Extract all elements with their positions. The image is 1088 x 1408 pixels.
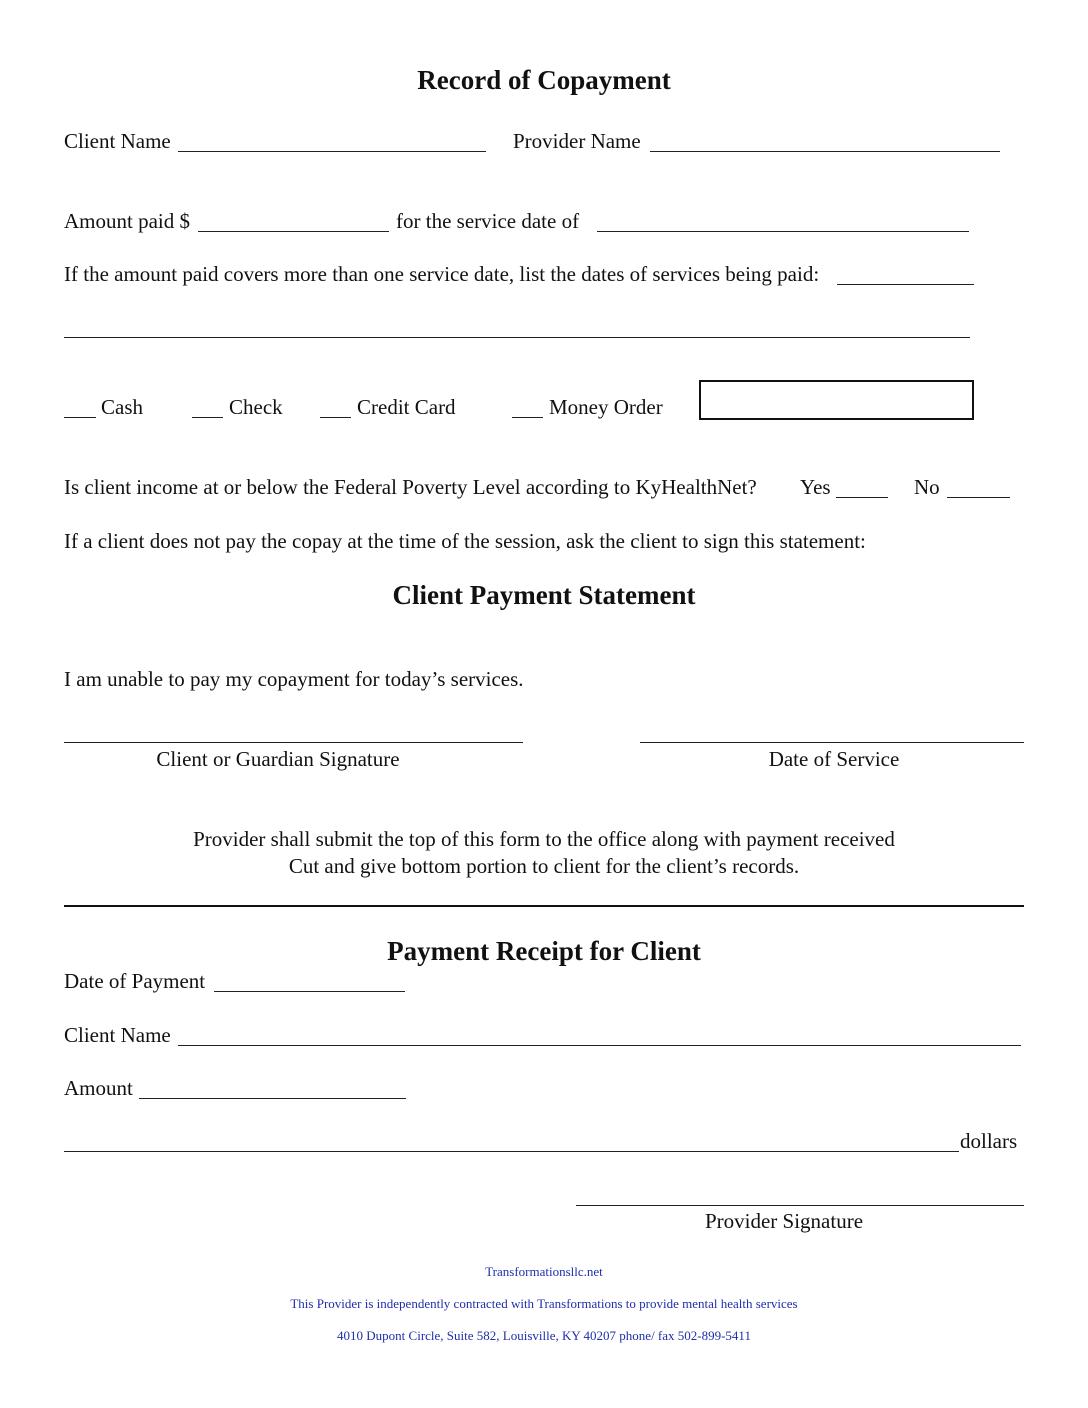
no-field[interactable] bbox=[947, 497, 1010, 498]
client-name-label: Client Name bbox=[64, 129, 171, 153]
footer-disclaimer: This Provider is independently contracted with Transformations to provide mental health services bbox=[290, 1296, 798, 1311]
service-date-label: for the service date of bbox=[396, 209, 580, 233]
credit-card-checkbox[interactable] bbox=[320, 417, 351, 418]
amount-field[interactable] bbox=[139, 1098, 406, 1099]
provider-name-label: Provider Name bbox=[513, 129, 641, 153]
date-of-service-label: Date of Service bbox=[768, 747, 900, 771]
instruction-line-2: Cut and give bottom portion to client for the client’s records. bbox=[288, 854, 800, 878]
amount-paid-label: Amount paid $ bbox=[64, 209, 190, 233]
amount-paid-field[interactable] bbox=[198, 231, 389, 232]
statement-text: I am unable to pay my copayment for today’s services. bbox=[64, 667, 524, 691]
provider-signature-field[interactable] bbox=[576, 1205, 1024, 1206]
cash-checkbox[interactable] bbox=[64, 417, 96, 418]
provider-name-field[interactable] bbox=[650, 151, 1000, 152]
instruction-line-1: Provider shall submit the top of this form to the office along with payment received bbox=[193, 827, 895, 851]
statement-title: Client Payment Statement bbox=[392, 580, 696, 610]
money-order-label: Money Order bbox=[549, 395, 663, 419]
footer-website: Transformationsllc.net bbox=[485, 1264, 603, 1279]
page-title: Record of Copayment bbox=[417, 65, 671, 95]
receipt-client-name-field[interactable] bbox=[178, 1045, 1021, 1046]
yes-field[interactable] bbox=[836, 497, 888, 498]
unpaid-instruction: If a client does not pay the copay at the time of the session, ask the client to sign this statement: bbox=[64, 529, 866, 553]
client-signature-field[interactable] bbox=[64, 742, 523, 743]
money-order-checkbox[interactable] bbox=[512, 417, 543, 418]
footer-address: 4010 Dupont Circle, Suite 582, Louisville, KY 40207 phone/ fax 502-899-5411 bbox=[337, 1328, 751, 1343]
amount-in-words-field[interactable] bbox=[64, 1151, 959, 1152]
date-of-payment-label: Date of Payment bbox=[64, 969, 206, 993]
check-label: Check bbox=[229, 395, 283, 419]
client-name-field[interactable] bbox=[178, 151, 486, 152]
service-date-field[interactable] bbox=[597, 231, 969, 232]
credit-card-label: Credit Card bbox=[357, 395, 456, 419]
check-checkbox[interactable] bbox=[192, 417, 223, 418]
receipt-client-name-label: Client Name bbox=[64, 1023, 171, 1047]
date-of-service-field[interactable] bbox=[640, 742, 1024, 743]
cash-label: Cash bbox=[101, 395, 143, 419]
provider-signature-label: Provider Signature bbox=[704, 1209, 864, 1233]
yes-label: Yes bbox=[800, 475, 831, 499]
client-signature-label: Client or Guardian Signature bbox=[156, 747, 400, 771]
multiple-dates-field-continued[interactable] bbox=[64, 337, 970, 338]
poverty-question: Is client income at or below the Federal Poverty Level according to KyHealthNet? bbox=[64, 475, 757, 499]
multiple-dates-label: If the amount paid covers more than one service date, list the dates of services being paid: bbox=[64, 262, 820, 286]
multiple-dates-field[interactable] bbox=[837, 284, 974, 285]
dollars-label: dollars bbox=[960, 1129, 1018, 1153]
date-of-payment-field[interactable] bbox=[214, 991, 405, 992]
cut-line-divider bbox=[64, 905, 1024, 907]
receipt-title: Payment Receipt for Client bbox=[387, 936, 701, 966]
no-label: No bbox=[914, 475, 940, 499]
amount-label: Amount bbox=[64, 1076, 133, 1100]
payment-reference-box[interactable] bbox=[699, 380, 974, 420]
